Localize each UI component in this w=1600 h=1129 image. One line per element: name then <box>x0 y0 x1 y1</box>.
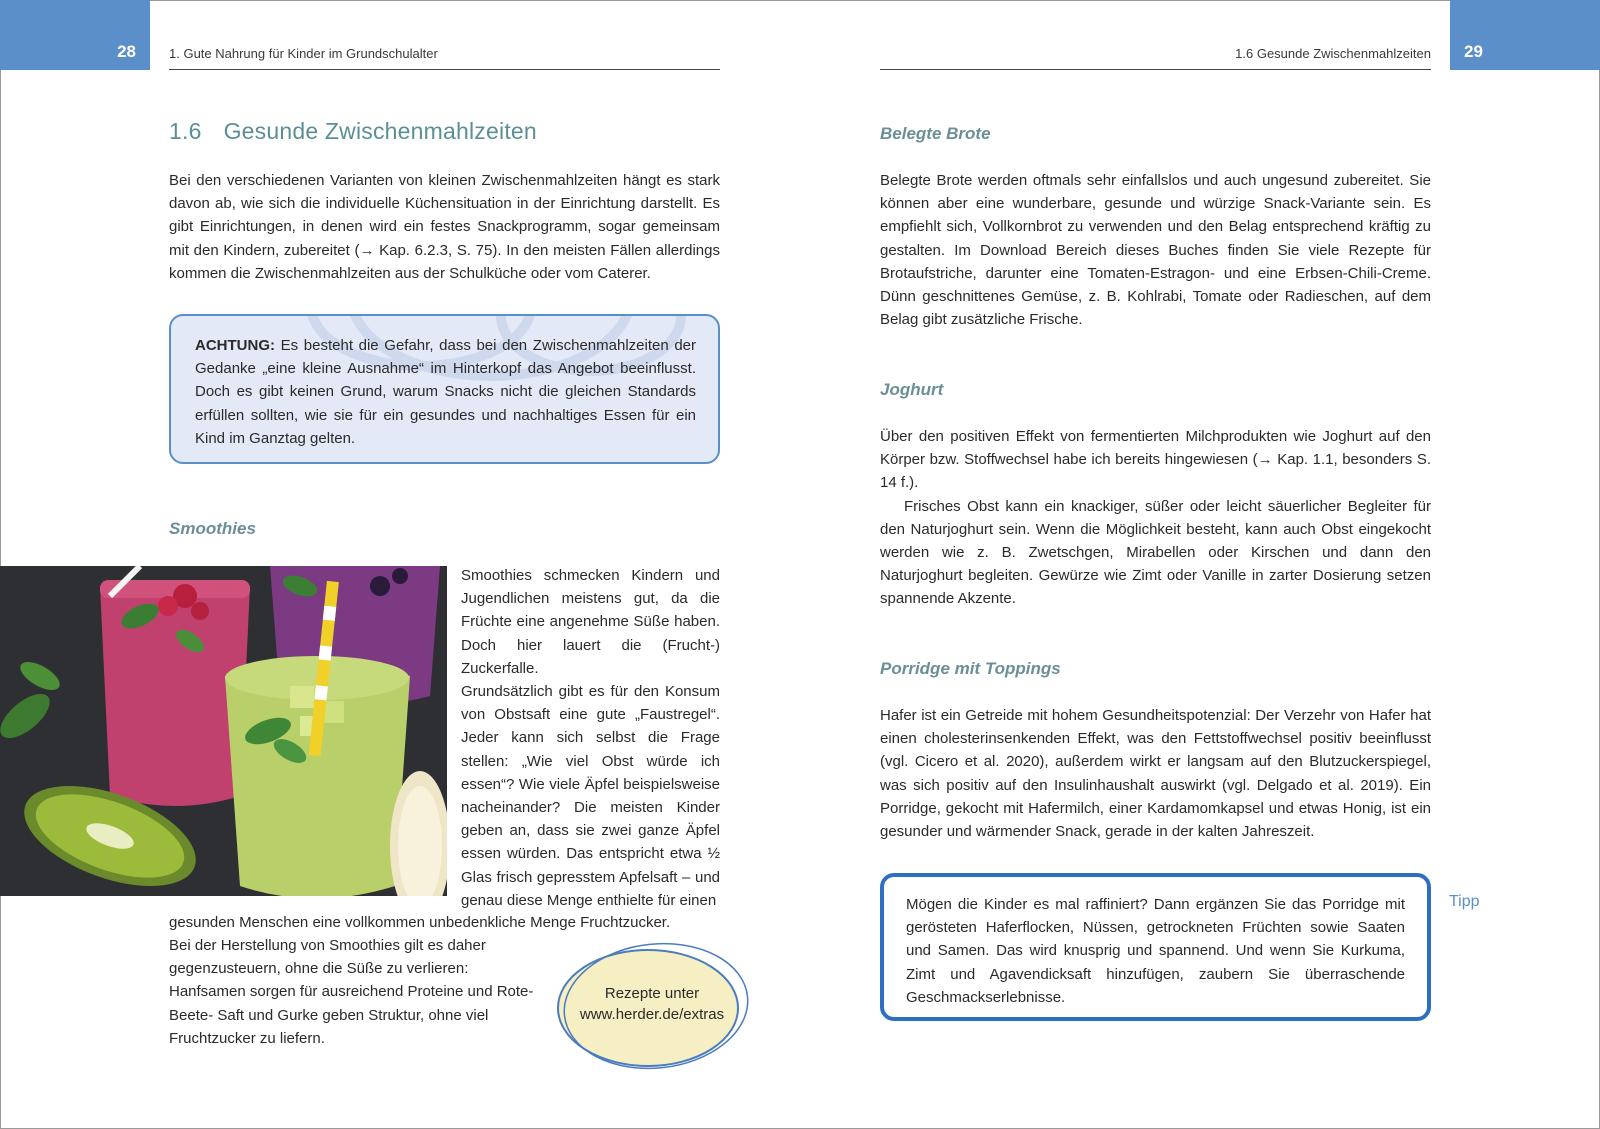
joghurt-paragraphs <box>880 425 1431 611</box>
intro-paragraph <box>169 169 720 285</box>
extras-label <box>552 983 752 1025</box>
belegte-brote-heading: Belegte Brote <box>880 124 991 143</box>
extras-line-1: Rezepte unter <box>604 985 700 1002</box>
porridge-paragraph <box>880 704 1431 843</box>
page-number: 29 <box>1464 42 1483 61</box>
smoothies-full-line-text: gesunden Menschen eine vollkommen unbedenkliche Menge Fruchtzucker. <box>169 914 671 931</box>
smoothies-tail-text: Bei der Herstellung von Smoothies gilt es daher gegenzusteuern, ohne die Süße zu verlieren: Hanfsamen sorgen für ausreichend Proteine und Rote-Beete- Saft und Gurke geben Struktur, ohne viel Fruchtzucker zu liefern. <box>169 937 534 1047</box>
section-title <box>169 118 537 145</box>
smoothies-heading: Smoothies <box>169 519 256 538</box>
tip-box <box>880 873 1431 1021</box>
callout-label: ACHTUNG: <box>195 337 275 354</box>
porridge-heading: Porridge mit Toppings <box>880 659 1061 678</box>
attention-callout <box>169 314 720 464</box>
smoothies-text-column <box>461 564 720 912</box>
section-number: 1.6 <box>169 118 202 144</box>
callout-body <box>195 334 696 450</box>
smoothies-paragraph-2: Grundsätzlich gibt es für den Konsum von Obstsaft eine gute „Faustregel“. Jeder kann sich selbst die Frage stellen: „Wie viel Obst würde ich essen“? Wie viele Äpfel beispielsweise nacheinander? Die meisten Kinder geben an, dass sie zwei ganze Äpfel essen würden. Das entspricht etwa ½ Glas frisch gepresstem Apfelsaft – und genau diese Menge enthielte für einen <box>461 683 720 909</box>
tip-label: Tipp <box>1449 893 1480 910</box>
section-title-text: Gesunde Zwischenmahlzeiten <box>223 118 537 144</box>
joghurt-text-1: Über den positiven Effekt von fermentierten Milchprodukten wie Joghurt auf den Körper bzw. Stoffwechsel habe ich bereits hingewiesen (→ Kap. 1.1, besonders S. 14 f.). <box>880 428 1431 492</box>
smoothies-full-line <box>169 911 720 934</box>
running-head-left: 1. Gute Nahrung für Kinder im Grundschulalter <box>169 46 720 70</box>
joghurt-heading: Joghurt <box>880 380 944 399</box>
belegte-brote-text: Belegte Brote werden oftmals sehr einfallslos und auch ungesund zubereitet. Sie können aber eine wunderbare, gesunde und würzige Snack-Variante sein. Es empfiehlt sich, Vollkornbrot zu verwenden und den Belag entsprechend kräftig zu gestalten. Im Download Bereich dieses Buches finden Sie viele Rezepte für Brotaufstriche, darunter eine Tomaten-Estragon- und eine Erbsen-Chili-Creme. Dünn geschnittenes Gemüse, z. B. Kohlrabi, Tomate oder Radieschen, auf dem Belag gibt zusätzliche Frische. <box>880 172 1431 329</box>
page-number-tab-left <box>0 0 150 70</box>
callout-text: Es besteht die Gefahr, dass bei den Zwischenmahlzeiten der Gedanke „eine kleine Ausnahme“ im Hinterkopf das Angebot beeinflusst. Doch es gibt keinen Grund, warum Snacks nicht die gleichen Standards erfüllen sollten, wie sie für ein gesundes und nachhaltiges Essen für ein Kind im Ganztag gelten. <box>195 337 696 447</box>
joghurt-text-2: Frisches Obst kann ein knackiger, süßer oder leicht säuerlicher Begleiter für den Naturjoghurt sein. Wenn die Möglichkeit besteht, kann auch Obst eingekocht werden wie z. B. Zwetschgen, Mirabellen oder Kirschen und dann den Naturjoghurt begleiten. Gewürze wie Zimt oder Vanille in zarter Dosierung setzen spannende Akzente. <box>880 497 1431 608</box>
extras-badge[interactable] <box>552 938 752 1078</box>
porridge-text: Hafer ist ein Getreide mit hohem Gesundheitspotenzial: Der Verzehr von Hafer hat einen cholesterinsenkenden Effekt, was den Fettstoffwechsel positiv beeinflusst (vgl. Cicero et al. 2020), außerdem wirkt er langsam auf den Blutzuckerspiegel, was sich positiv auf den Insulinhaushalt auswirkt (vgl. Delgado et al. 2019). Ein Porridge, gekocht mit Hafermilch, einer Kardamomkapsel und etwas Honig, ist ein gesunder und wärmender Snack, gerade in der kalten Jahreszeit. <box>880 707 1431 841</box>
smoothie-photo <box>0 566 447 896</box>
smoothies-tail <box>169 934 549 1050</box>
smoothie-photo-illustration <box>0 566 447 896</box>
intro-text: Bei den verschiedenen Varianten von kleinen Zwischenmahlzeiten hängt es stark davon ab, wie sich die individuelle Küchensituation in der Einrichtung darstellt. Es gibt Einrichtungen, in denen wird ein festes Snackprogramm, sogar gemeinsam mit den Kindern, zubereitet (→ Kap. 6.2.3, S. 75). In den meisten Fällen allerdings kommen die Zwischenmahlzeiten aus der Schulküche oder vom Caterer. <box>169 172 720 282</box>
tip-text: Mögen die Kinder es mal raffiniert? Dann ergänzen Sie das Porridge mit gerösteten Haferflocken, Nüssen, getrockneten Früchten sowie Saaten und Samen. Das wird knusprig und spannend. Und wenn Sie Kurkuma, Zimt und Agavendicksaft hinzufügen, zaubern Sie überraschende Geschmackserlebnisse. <box>906 896 1405 1006</box>
belegte-brote-paragraph <box>880 169 1431 331</box>
page-number-tab-right <box>1450 0 1600 70</box>
page-number: 28 <box>117 42 136 61</box>
extras-url-link[interactable]: www.herder.de/extras <box>579 1006 725 1023</box>
smoothies-paragraph-1: Smoothies schmecken Kindern und Jugendlichen meistens gut, da die Früchte eine angenehme Süße haben. Doch hier lauert die (Frucht-) Zuckerfalle. <box>461 567 720 677</box>
running-head-right: 1.6 Gesunde Zwischenmahlzeiten <box>880 46 1431 70</box>
